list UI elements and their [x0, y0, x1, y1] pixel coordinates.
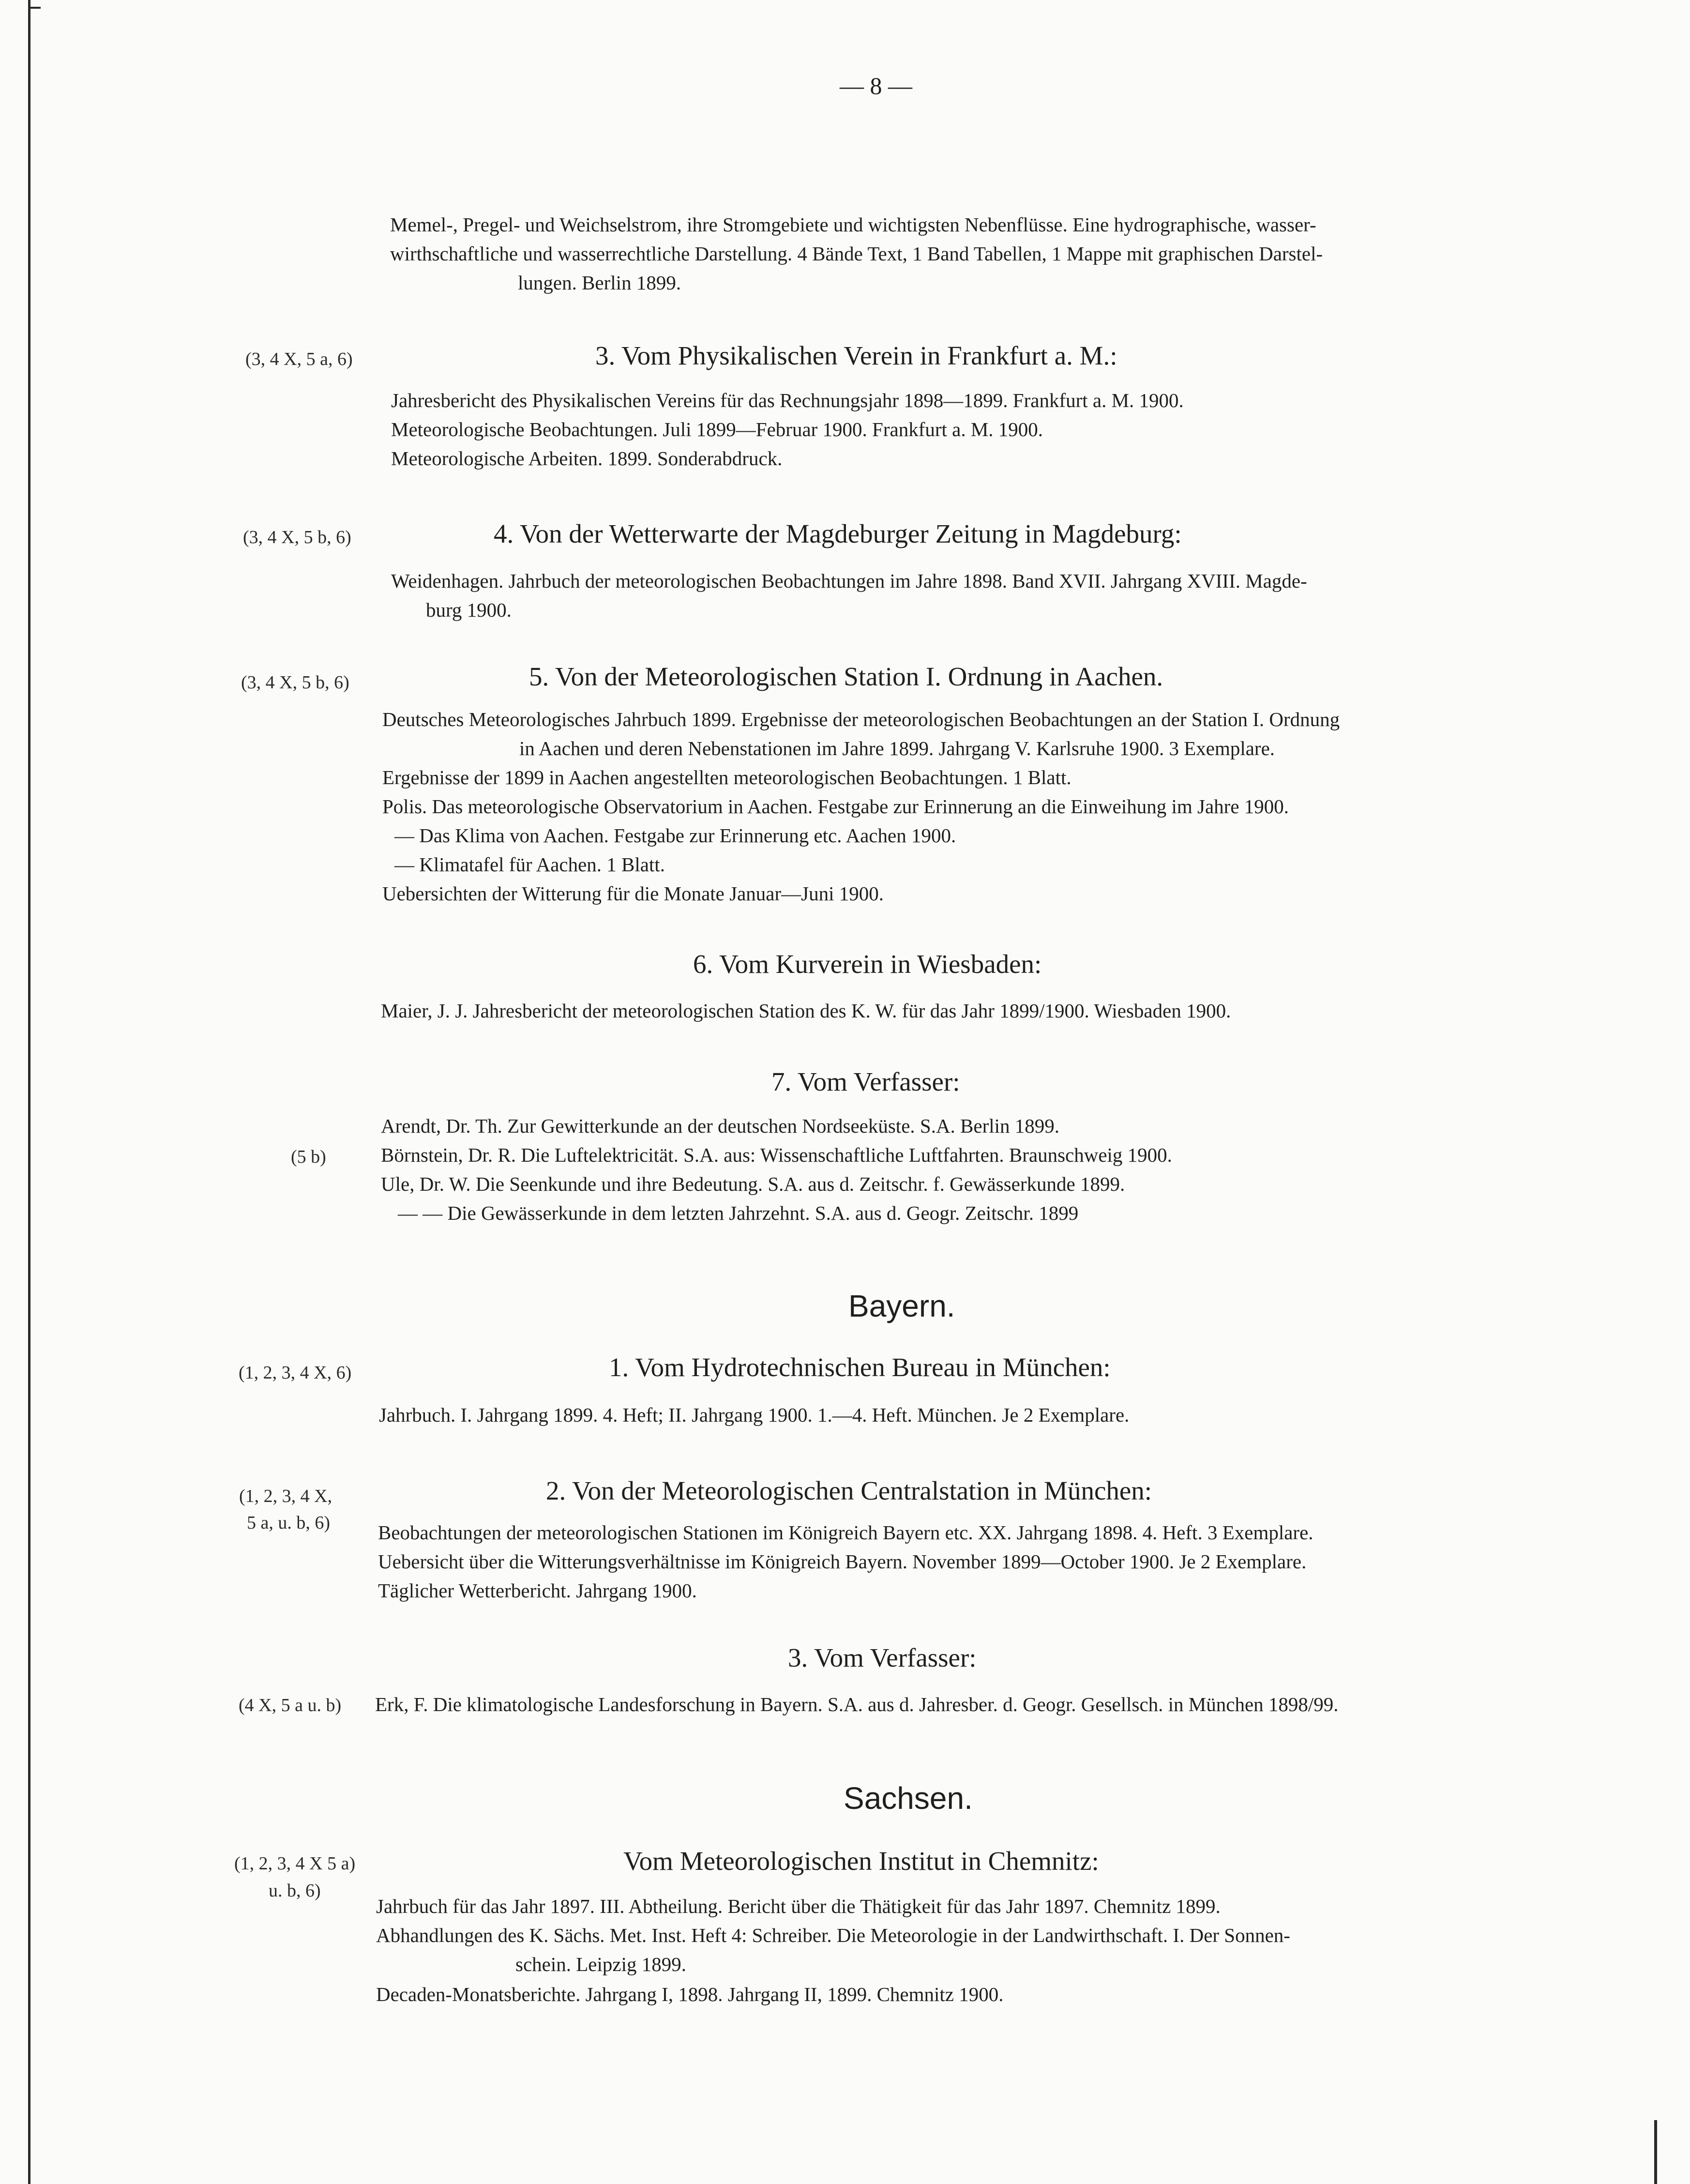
section-heading: 3. Vom Verfasser: — [788, 1643, 977, 1672]
margin-note: (1, 2, 3, 4 X, — [239, 1486, 332, 1506]
entry-line: Ergebnisse der 1899 in Aachen angestellten meteorologischen Beobachtungen. 1 Blatt. — [382, 766, 1071, 789]
entry-line: Jahresbericht des Physikalischen Vereins für das Rechnungsjahr 1898—1899. Frankfurt a. M. 1900. — [391, 389, 1184, 411]
entry-line: Ule, Dr. W. Die Seenkunde und ihre Bedeutung. S.A. aus d. Zeitschr. f. Gewässerkunde 1899. — [381, 1173, 1125, 1195]
entry-line: Jahrbuch für das Jahr 1897. III. Abtheilung. Bericht über die Thätigkeit für das Jahr 1897. Chemnitz 1899. — [376, 1895, 1221, 1917]
left-margin-rule — [28, 0, 30, 2184]
entry-line: Jahrbuch. I. Jahrgang 1899. 4. Heft; II. Jahrgang 1900. 1.—4. Heft. München. Je 2 Exemplare. — [379, 1404, 1130, 1426]
margin-note: (4 X, 5 a u. b) — [239, 1695, 342, 1715]
entry-line: Meteorologische Arbeiten. 1899. Sonderabdruck. — [391, 447, 783, 470]
section-heading: 3. Vom Physikalischen Verein in Frankfurt a. M.: — [595, 341, 1117, 370]
section-heading: 6. Vom Kurverein in Wiesbaden: — [693, 949, 1042, 979]
region-title: Bayern. — [848, 1289, 955, 1323]
entry-line: burg 1900. — [426, 599, 512, 621]
section-heading: 1. Vom Hydrotechnischen Bureau in München: — [609, 1352, 1111, 1382]
margin-note: (5 b) — [291, 1147, 326, 1167]
entry-line: Uebersichten der Witterung für die Monate Januar—Juni 1900. — [382, 882, 884, 905]
margin-note: (3, 4 X, 5 a, 6) — [245, 349, 353, 369]
entry-line: Beobachtungen der meteorologischen Stationen im Königreich Bayern etc. XX. Jahrgang 1898. 4. Heft. 3 Exemplare. — [378, 1521, 1313, 1544]
entry-line: schein. Leipzig 1899. — [515, 1953, 686, 1975]
section-heading: 4. Von der Wetterwarte der Magdeburger Zeitung in Magdeburg: — [494, 519, 1182, 548]
entry-line: Weidenhagen. Jahrbuch der meteorologischen Beobachtungen im Jahre 1898. Band XVII. Jahrgang XVIII. Magde- — [391, 570, 1307, 592]
intro-line: Memel-, Pregel- und Weichselstrom, ihre Stromgebiete und wichtigsten Nebenflüsse. Eine hydrographische, wasser- — [390, 213, 1316, 236]
entry-line: — Das Klima von Aachen. Festgabe zur Erinnerung etc. Aachen 1900. — [394, 824, 956, 847]
entry-line: Polis. Das meteorologische Observatorium in Aachen. Festgabe zur Erinnerung an die Einweihung im Jahre 1900. — [382, 795, 1289, 818]
section-heading: Vom Meteorologischen Institut in Chemnitz: — [623, 1846, 1099, 1876]
margin-note: (3, 4 X, 5 b, 6) — [243, 527, 351, 547]
intro-line: lungen. Berlin 1899. — [518, 272, 681, 294]
margin-note: (3, 4 X, 5 b, 6) — [241, 672, 349, 693]
entry-line: in Aachen und deren Nebenstationen im Jahre 1899. Jahrgang V. Karlsruhe 1900. 3 Exemplare. — [519, 737, 1275, 759]
entry-line: Decaden-Monatsberichte. Jahrgang I, 1898. Jahrgang II, 1899. Chemnitz 1900. — [376, 1983, 1004, 2005]
section-heading: 7. Vom Verfasser: — [771, 1067, 960, 1096]
margin-note: 5 a, u. b, 6) — [247, 1513, 331, 1533]
page-number: — 8 — — [840, 72, 912, 99]
entry-line: Abhandlungen des K. Sächs. Met. Inst. Heft 4: Schreiber. Die Meteorologie in der Landwirthschaft. I. Der Sonnen- — [376, 1924, 1290, 1946]
intro-line: wirthschaftliche und wasserrechtliche Darstellung. 4 Bände Text, 1 Band Tabellen, 1 Mappe mit graphischen Darstel- — [390, 243, 1323, 265]
margin-note: u. b, 6) — [269, 1881, 321, 1901]
entry-line: Maier, J. J. Jahresbericht der meteorologischen Station des K. W. für das Jahr 1899/1900. Wiesbaden 1900. — [381, 1000, 1231, 1022]
margin-note: (1, 2, 3, 4 X 5 a) — [234, 1853, 356, 1874]
entry-line: Uebersicht über die Witterungsverhältnisse im Königreich Bayern. November 1899—October 1900. Je 2 Exemplare. — [378, 1550, 1307, 1573]
entry-line: — — Die Gewässerkunde in dem letzten Jahrzehnt. S.A. aus d. Geogr. Zeitschr. 1899 — [398, 1202, 1079, 1224]
section-heading: 5. Von der Meteorologischen Station I. Ordnung in Aachen. — [529, 662, 1163, 691]
region-title: Sachsen. — [844, 1781, 973, 1816]
entry-line: — Klimatafel für Aachen. 1 Blatt. — [394, 853, 665, 876]
entry-line: Börnstein, Dr. R. Die Luftelektricität. S.A. aus: Wissenschaftliche Luftfahrten. Braunschweig 1900. — [381, 1144, 1172, 1166]
entry-line: Erk, F. Die klimatologische Landesforschung in Bayern. S.A. aus d. Jahresber. d. Geogr. Gesellsch. in München 1898/99. — [375, 1693, 1339, 1715]
margin-note: (1, 2, 3, 4 X, 6) — [239, 1363, 352, 1383]
entry-line: Täglicher Wetterbericht. Jahrgang 1900. — [378, 1579, 697, 1602]
entry-line: Deutsches Meteorologisches Jahrbuch 1899. Ergebnisse der meteorologischen Beobachtungen an der Station I. Ordnung — [382, 708, 1340, 730]
section-heading: 2. Von der Meteorologischen Centralstation in München: — [546, 1476, 1152, 1505]
entry-line: Meteorologische Beobachtungen. Juli 1899—Februar 1900. Frankfurt a. M. 1900. — [391, 418, 1043, 440]
top-corner-tick — [28, 7, 41, 9]
entry-line: Arendt, Dr. Th. Zur Gewitterkunde an der deutschen Nordseeküste. S.A. Berlin 1899. — [381, 1115, 1060, 1137]
bottom-right-rule — [1654, 2120, 1657, 2184]
